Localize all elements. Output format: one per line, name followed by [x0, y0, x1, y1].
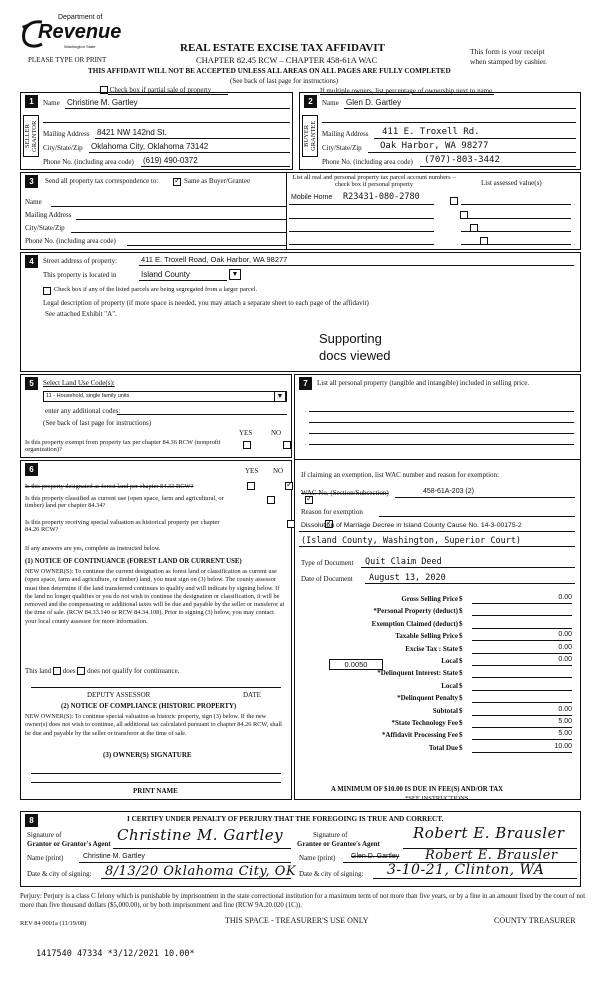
parcel-type[interactable]: Mobile Home — [291, 194, 333, 201]
perjury-notice: Perjury: Perjury is a class C felony which is punishable by imprisonment in the state correctional institution for a maximum term of not more than five years, or by a fine in an amount fixed by the court of not more than five thousand dollars ($5,000.00), or by both imprisonment and fine (RCW 9A.20.020 (1C)). — [20, 893, 586, 909]
currency-symbol: $ — [459, 669, 463, 678]
currency-symbol: $ — [459, 743, 463, 752]
stamp-supporting: Supporting — [319, 331, 382, 346]
tax-row-label: Local — [441, 657, 458, 665]
tax-row-label: Excise Tax : State — [405, 644, 458, 653]
section-number: 3 — [25, 175, 38, 188]
seller-city[interactable]: Oklahoma City, Oklahoma 73142 — [91, 142, 209, 151]
chevron-down-icon: ▼ — [231, 270, 239, 278]
tax-row-value[interactable]: 5.00 — [472, 718, 572, 728]
tax-row — [295, 717, 582, 729]
tax-row-value[interactable]: 0.00 — [472, 631, 572, 641]
certify-statement: I CERTIFY UNDER PENALTY OF PERJURY THAT THE FOREGOING IS TRUE AND CORRECT. — [127, 815, 444, 823]
tax-row — [295, 692, 582, 704]
section-4-property: 4 Street address of property: 411 E. Troxell Road, Oak Harbor, WA 98277 This property is located in Island County ▼ Check box if any of the listed parcels are being segregated from a larger parcel. Legal description of property (if more space is needed, you may attach a separate sheet to each page of the affidavit) See attached Exhibit "A". Supporting docs viewed — [20, 252, 581, 372]
tax-row — [295, 643, 582, 655]
land-use-select[interactable]: 11 - Household, single family units ▼ — [43, 391, 287, 402]
section-1-seller: 1 SELLER GRANTOR Name Christine M. Gartley Mailing Address 8421 NW 142nd St. City/State/Zip Oklahoma City, Oklahoma 73142 Phone No. (including area code) (619) 490-0372 — [20, 92, 293, 170]
tax-row-label: Total Due — [428, 743, 458, 752]
currency-symbol: $ — [459, 632, 463, 641]
tax-row-label: *Delinquent Interest: State — [377, 669, 458, 678]
tax-row — [295, 742, 582, 754]
tax-row-label: *State Technology Fee — [391, 719, 458, 727]
form-chapters: CHAPTER 82.45 RCW – CHAPTER 458-61A WAC — [196, 55, 378, 65]
tax-row-label: *Affidavit Processing Fee — [381, 731, 458, 740]
tax-row — [295, 729, 582, 741]
recording-stamp: 1417540 47334 *3/12/2021 10.00* — [36, 949, 195, 959]
form-revision: REV 84 0001a (11/19/08) — [20, 920, 87, 927]
form-title: REAL ESTATE EXCISE TAX AFFIDAVIT — [180, 42, 385, 54]
tax-row-label: *Delinquent Penalty — [397, 694, 458, 703]
assessed-value-header: List assessed value(s) — [481, 179, 542, 187]
section-number: 6 — [25, 463, 38, 476]
section-number: 8 — [25, 814, 38, 827]
county-select-value[interactable]: Island County — [141, 270, 190, 279]
parcel-list-header: List all real and personal property tax parcel account numbers – check box if personal property — [292, 174, 456, 188]
tax-row-value[interactable]: 10.00 — [472, 743, 572, 753]
seller-tag: SELLER GRANTOR — [23, 115, 39, 157]
see-back-note: (See back of last page for instructions) — [230, 77, 339, 85]
tax-row-label: Taxable Selling Price — [395, 632, 458, 641]
tax-row — [295, 630, 582, 642]
does-not-qualify-checkbox[interactable] — [77, 667, 85, 675]
exempt-no-checkbox[interactable] — [283, 441, 291, 449]
tax-row-value[interactable]: 0.00 — [472, 706, 572, 716]
not-accepted-note: THIS AFFIDAVIT WILL NOT BE ACCEPTED UNLESS ALL AREAS ON ALL PAGES ARE FULLY COMPLETED — [88, 67, 451, 75]
currency-symbol: $ — [459, 595, 463, 603]
dept-name: Revenue — [38, 21, 122, 43]
chevron-down-icon[interactable]: ▼ — [274, 391, 286, 402]
tax-row-value[interactable] — [472, 606, 572, 616]
exemption-reason-2[interactable]: (Island County, Washington, Superior Court) — [301, 536, 522, 546]
tax-table — [295, 593, 582, 773]
exemption-reason[interactable]: Dissolution of Marriage Decree in Island County Cause No. 14-3-00175-2 — [301, 522, 522, 529]
seller-phone[interactable]: (619) 490-0372 — [143, 156, 198, 165]
tax-row-label: Local — [441, 681, 458, 690]
buyer-phone[interactable]: (707)-803-3442 — [424, 155, 500, 165]
notice-continuance-title: (1) NOTICE OF CONTINUANCE (FOREST LAND OR CURRENT USE) — [25, 558, 242, 565]
grantor-signature[interactable]: Christine M. Gartley — [117, 826, 284, 844]
tax-row — [295, 680, 582, 692]
county-treasurer-label: COUNTY TREASURER — [494, 916, 576, 925]
currency-symbol: $ — [459, 644, 463, 653]
grantor-print-name[interactable]: Christine M. Gartley — [83, 853, 145, 860]
type-or-print: PLEASE TYPE OR PRINT — [28, 56, 107, 64]
same-as-buyer-label: Same as Buyer/Grantee — [184, 177, 251, 185]
current-use-question: Is this property classified as current use (open space, farm and agricultural, or timber) land per chapter 84.34? — [25, 495, 224, 509]
grantee-signature[interactable]: Robert E. Brausler — [413, 824, 565, 842]
tax-row-value[interactable] — [472, 668, 572, 678]
document-date[interactable]: August 13, 2020 — [369, 573, 446, 583]
treasurer-label: THIS SPACE - TREASURER'S USE ONLY — [225, 916, 369, 925]
grantor-date-city[interactable]: 8/13/20 Oklahoma City, OK — [105, 864, 297, 879]
minimum-fee-note: A MINIMUM OF $10.00 IS DUE IN FEE(S) AND/OR TAX — [331, 786, 504, 793]
receipt-line2: when stamped by cashier. — [470, 57, 548, 66]
grantee-print-name[interactable]: Robert E. Brausler — [425, 848, 558, 863]
section-number: 1 — [25, 95, 38, 108]
county-dropdown[interactable] — [229, 269, 241, 280]
buyer-tag: BUYER GRANTEE — [302, 115, 318, 157]
grantee-date-city[interactable]: 3-10-21, Clinton, WA — [387, 862, 545, 878]
notice-continuance-body: NEW OWNER(S): To continue the current designation as forest land or classification as current use (open space, farm and agriculture, or timber) land, you must sign on (3) below. The county assessor must then determine if the land transferred continues to qualify and will indicate by signing below. If the land no longer qualifies or you do not wish to continue the designation or classification, it will be removed and the compensating or additional taxes will be due and payable by the seller or transferor at the time of sale. (RCW 84.33.140 or RCW 84.34.108). Prior to signing (3) below, you may contact your local county assessor for more information. — [25, 568, 285, 625]
section-number: 4 — [25, 255, 38, 268]
local-rate-input[interactable]: 0.0050 — [329, 659, 383, 670]
tax-row — [295, 605, 582, 617]
tax-row-value[interactable] — [472, 619, 572, 629]
tax-row — [295, 705, 582, 717]
parcel-number[interactable]: R23431-080-2780 — [343, 192, 420, 202]
tax-row-label: *Personal Property (deduct) — [373, 607, 458, 616]
tax-row-value[interactable] — [472, 681, 572, 691]
tax-row — [295, 618, 582, 630]
qualify-row: This land does does not qualify for continuance. — [25, 667, 180, 675]
buyer-mailing-address[interactable]: 411 E. Troxell Rd. — [382, 127, 480, 137]
tax-row-value[interactable]: 5.00 — [472, 730, 572, 740]
receipt-line1: This form is your receipt — [470, 47, 545, 56]
currency-symbol: $ — [459, 719, 463, 727]
historic-question: Is this property receiving special valuation as historical property per chapter 84.26 RCW? — [25, 519, 220, 533]
section-5-land-use: 5 Select Land Use Code(s): 11 - Household, single family units ▼ enter any additional codes: (See back of last page for instructions) YES NO Is this property exempt from property tax per chapter 84.36 RCW (nonprofit organization)? — [20, 374, 292, 458]
current-use-yes-checkbox[interactable] — [267, 496, 275, 504]
stamp-docs-viewed: docs viewed — [319, 348, 391, 363]
tax-row-value[interactable]: 0.00 — [472, 644, 572, 654]
section-number: 2 — [304, 95, 317, 108]
forest-yes-checkbox[interactable] — [247, 482, 255, 490]
legal-description-value[interactable]: See attached Exhibit "A". — [45, 310, 117, 318]
exempt-yes-checkbox[interactable] — [243, 441, 251, 449]
property-street-address[interactable]: 411 E. Troxell Road, Oak Harbor, WA 98277 — [141, 255, 288, 264]
owner-signature-label: (3) OWNER(S) SIGNATURE — [103, 751, 192, 759]
tax-row — [295, 593, 582, 605]
segregated-checkbox[interactable] — [43, 287, 51, 295]
dept-state: Washington State — [64, 44, 96, 49]
section-8-signatures: 8 I CERTIFY UNDER PENALTY OF PERJURY THAT THE FOREGOING IS TRUE AND CORRECT. Signature of Grantor or Grantor's Agent Christine M. Gartley Name (print) Christine M. Gartley Date & city of signing: 8/13/20 Oklahoma City, OK Signature of Grantee or Grantee's Agent Robert E. Brausler Name (print) Glen D. Gartley Robert E. Brausler Date & city of signing: 3-10-21, Clinton, WA — [20, 811, 581, 887]
seller-mailing-address[interactable]: 8421 NW 142nd St. — [97, 128, 167, 137]
currency-symbol: $ — [459, 731, 463, 740]
currency-symbol: $ — [459, 706, 463, 715]
section-7-tax: 7 List all personal property (tangible and intangible) included in selling price. If claiming an exemption, list WAC number and reason for exemption: WAC No. (Section/Subsection) 458-61A-203 (2) Reason for exemption Dissolution of Marriage Decree in Island County Cause No. 14-3-00175-2 (Island County, Washington, Superior Court) Type of Document Quit Claim Deed Date of Document August 13, 2020 Gross Selling Price $ 0.00 *Personal Property (deduct) $ Exemption Claimed (deduct) $ Taxable Selling Price $ 0.00 Excise Tax : State $ 0.00 Local $ 0.00 *Delinquent Interest: State $ Local $ *Delinquent Penalty $ Subtotal $ 0.00 *State Technology Fee $ 5.00 *Affidavit Processing Fee $ 5.00 Total Due $ 10.00 0.0050 A MINIMUM OF $10.00 IS DUE IN FEE(S) AND/OR TAX *SEE INSTRUCTIONS — [294, 374, 581, 800]
dept-line: Department of — [58, 14, 103, 21]
notice-compliance-title: (2) NOTICE OF COMPLIANCE (HISTORIC PROPERTY) — [61, 703, 237, 710]
currency-symbol: $ — [459, 607, 463, 616]
does-qualify-checkbox[interactable] — [53, 667, 61, 675]
buyer-name[interactable]: Glen D. Gartley — [346, 98, 402, 107]
buyer-city[interactable]: Oak Harbor, WA 98277 — [380, 141, 489, 151]
tax-row-label: Gross Selling Price — [401, 595, 458, 603]
same-as-buyer-checkbox[interactable] — [173, 178, 181, 186]
tax-row-value[interactable]: 0.00 — [472, 656, 572, 666]
section-6-special: 6 YES NO Is this property designated as forest land per chapter 84.33 RCW? ✓ Is this property classified as current use (open space, farm and agricultural, or timber) land per chapter 84.34? ✓ Is this property receiving special valuation as historical property per chapter 84.26 RCW? ✓ If any answers are yes, complete as instructed below. (1) NOTICE OF CONTINUANCE (FOREST LAND OR CURRENT USE) NEW OWNER(S): To continue the current designation as forest land or classification as current use (open space, farm and agriculture, or timber) land, you must sign on (3) below. The county assessor must then determine if the land transferred continues to qualify and will indicate by signing below. If the land no longer qualifies or you do not wish to continue the designation or classification, it will be removed and the compensating or additional taxes will be due and payable by the seller or transferor at the time of sale. (RCW 84.33.140 or RCW 84.34.108). Prior to signing (3) below, you may contact your local county assessor for more information. This land does does not qualify for continuance. DEPUTY ASSESSOR DATE (2) NOTICE OF COMPLIANCE (HISTORIC PROPERTY) NEW OWNER(S): To continue special valuation as historic property, sign (3) below. If the new owner(s) does not wish to continue, all additional tax calculated pursuant to chapter 84.26 RCW, shall be due and payable by the seller or transferor at the time of sale. (3) OWNER(S) SIGNATURE PRINT NAME — [20, 460, 292, 800]
multiple-owners-note: If multiple owners, list percentage of ownership next to name. — [320, 87, 494, 95]
segregated-label: Check box if any of the listed parcels are being segregated from a larger parcel. — [54, 286, 258, 293]
section-2-buyer: 2 BUYER GRANTEE Name Glen D. Gartley Mailing Address 411 E. Troxell Rd. City/State/Zip Oak Harbor, WA 98277 Phone No. (including area code) (707)-803-3442 — [299, 92, 581, 170]
currency-symbol: $ — [459, 657, 463, 665]
section-number: 5 — [25, 377, 38, 390]
personal-property-label: List all personal property (tangible and intangible) included in selling price. — [317, 379, 530, 387]
grantee-name-struck: Glen D. Gartley — [351, 853, 400, 860]
currency-symbol: $ — [459, 681, 463, 690]
wac-number[interactable]: 458-61A-203 (2) — [423, 488, 474, 495]
tax-row-label: Exemption Claimed (deduct) — [371, 619, 458, 628]
document-type[interactable]: Quit Claim Deed — [365, 557, 442, 567]
dor-logo — [20, 14, 122, 50]
section-3-correspondence: 3 Send all property tax correspondence to: ✓ Same as Buyer/Grantee Name Mailing Address City/State/Zip Phone No. (including area code) List all real and personal property tax parcel account numbers – check box if personal property List assessed value(s) Mobile Home R23431-080-2780 — [20, 172, 581, 250]
currency-symbol: $ — [459, 619, 463, 628]
tax-row-value[interactable] — [472, 693, 572, 703]
section-number: 7 — [299, 377, 312, 390]
notice-compliance-body: NEW OWNER(S): To continue special valuation as historic property, sign (3) below. If the new owner(s) does not wish to continue, all additional tax calculated pursuant to chapter 84.26 RCW, shall be due and payable by the seller or transferor at the time of sale. — [25, 713, 282, 737]
forest-no-checkbox[interactable] — [285, 482, 293, 490]
forest-land-question: Is this property designated as forest land per chapter 84.33 RCW? — [25, 483, 194, 490]
tax-row-label: Subtotal — [432, 706, 458, 715]
legal-description-label: Legal description of property (if more space is needed, you may attach a separate sheet to each page of the affidavit) — [43, 299, 369, 307]
partial-sale[interactable]: Check box if partial sale of property — [100, 86, 211, 94]
personal-property-checkbox-1[interactable] — [450, 197, 458, 205]
tax-row-value[interactable]: 0.00 — [472, 594, 572, 604]
seller-name[interactable]: Christine M. Gartley — [67, 98, 138, 107]
currency-symbol: $ — [459, 694, 463, 703]
exempt-question: Is this property exempt from property tax per chapter 84.36 RCW (nonprofit organization)? — [25, 439, 221, 453]
